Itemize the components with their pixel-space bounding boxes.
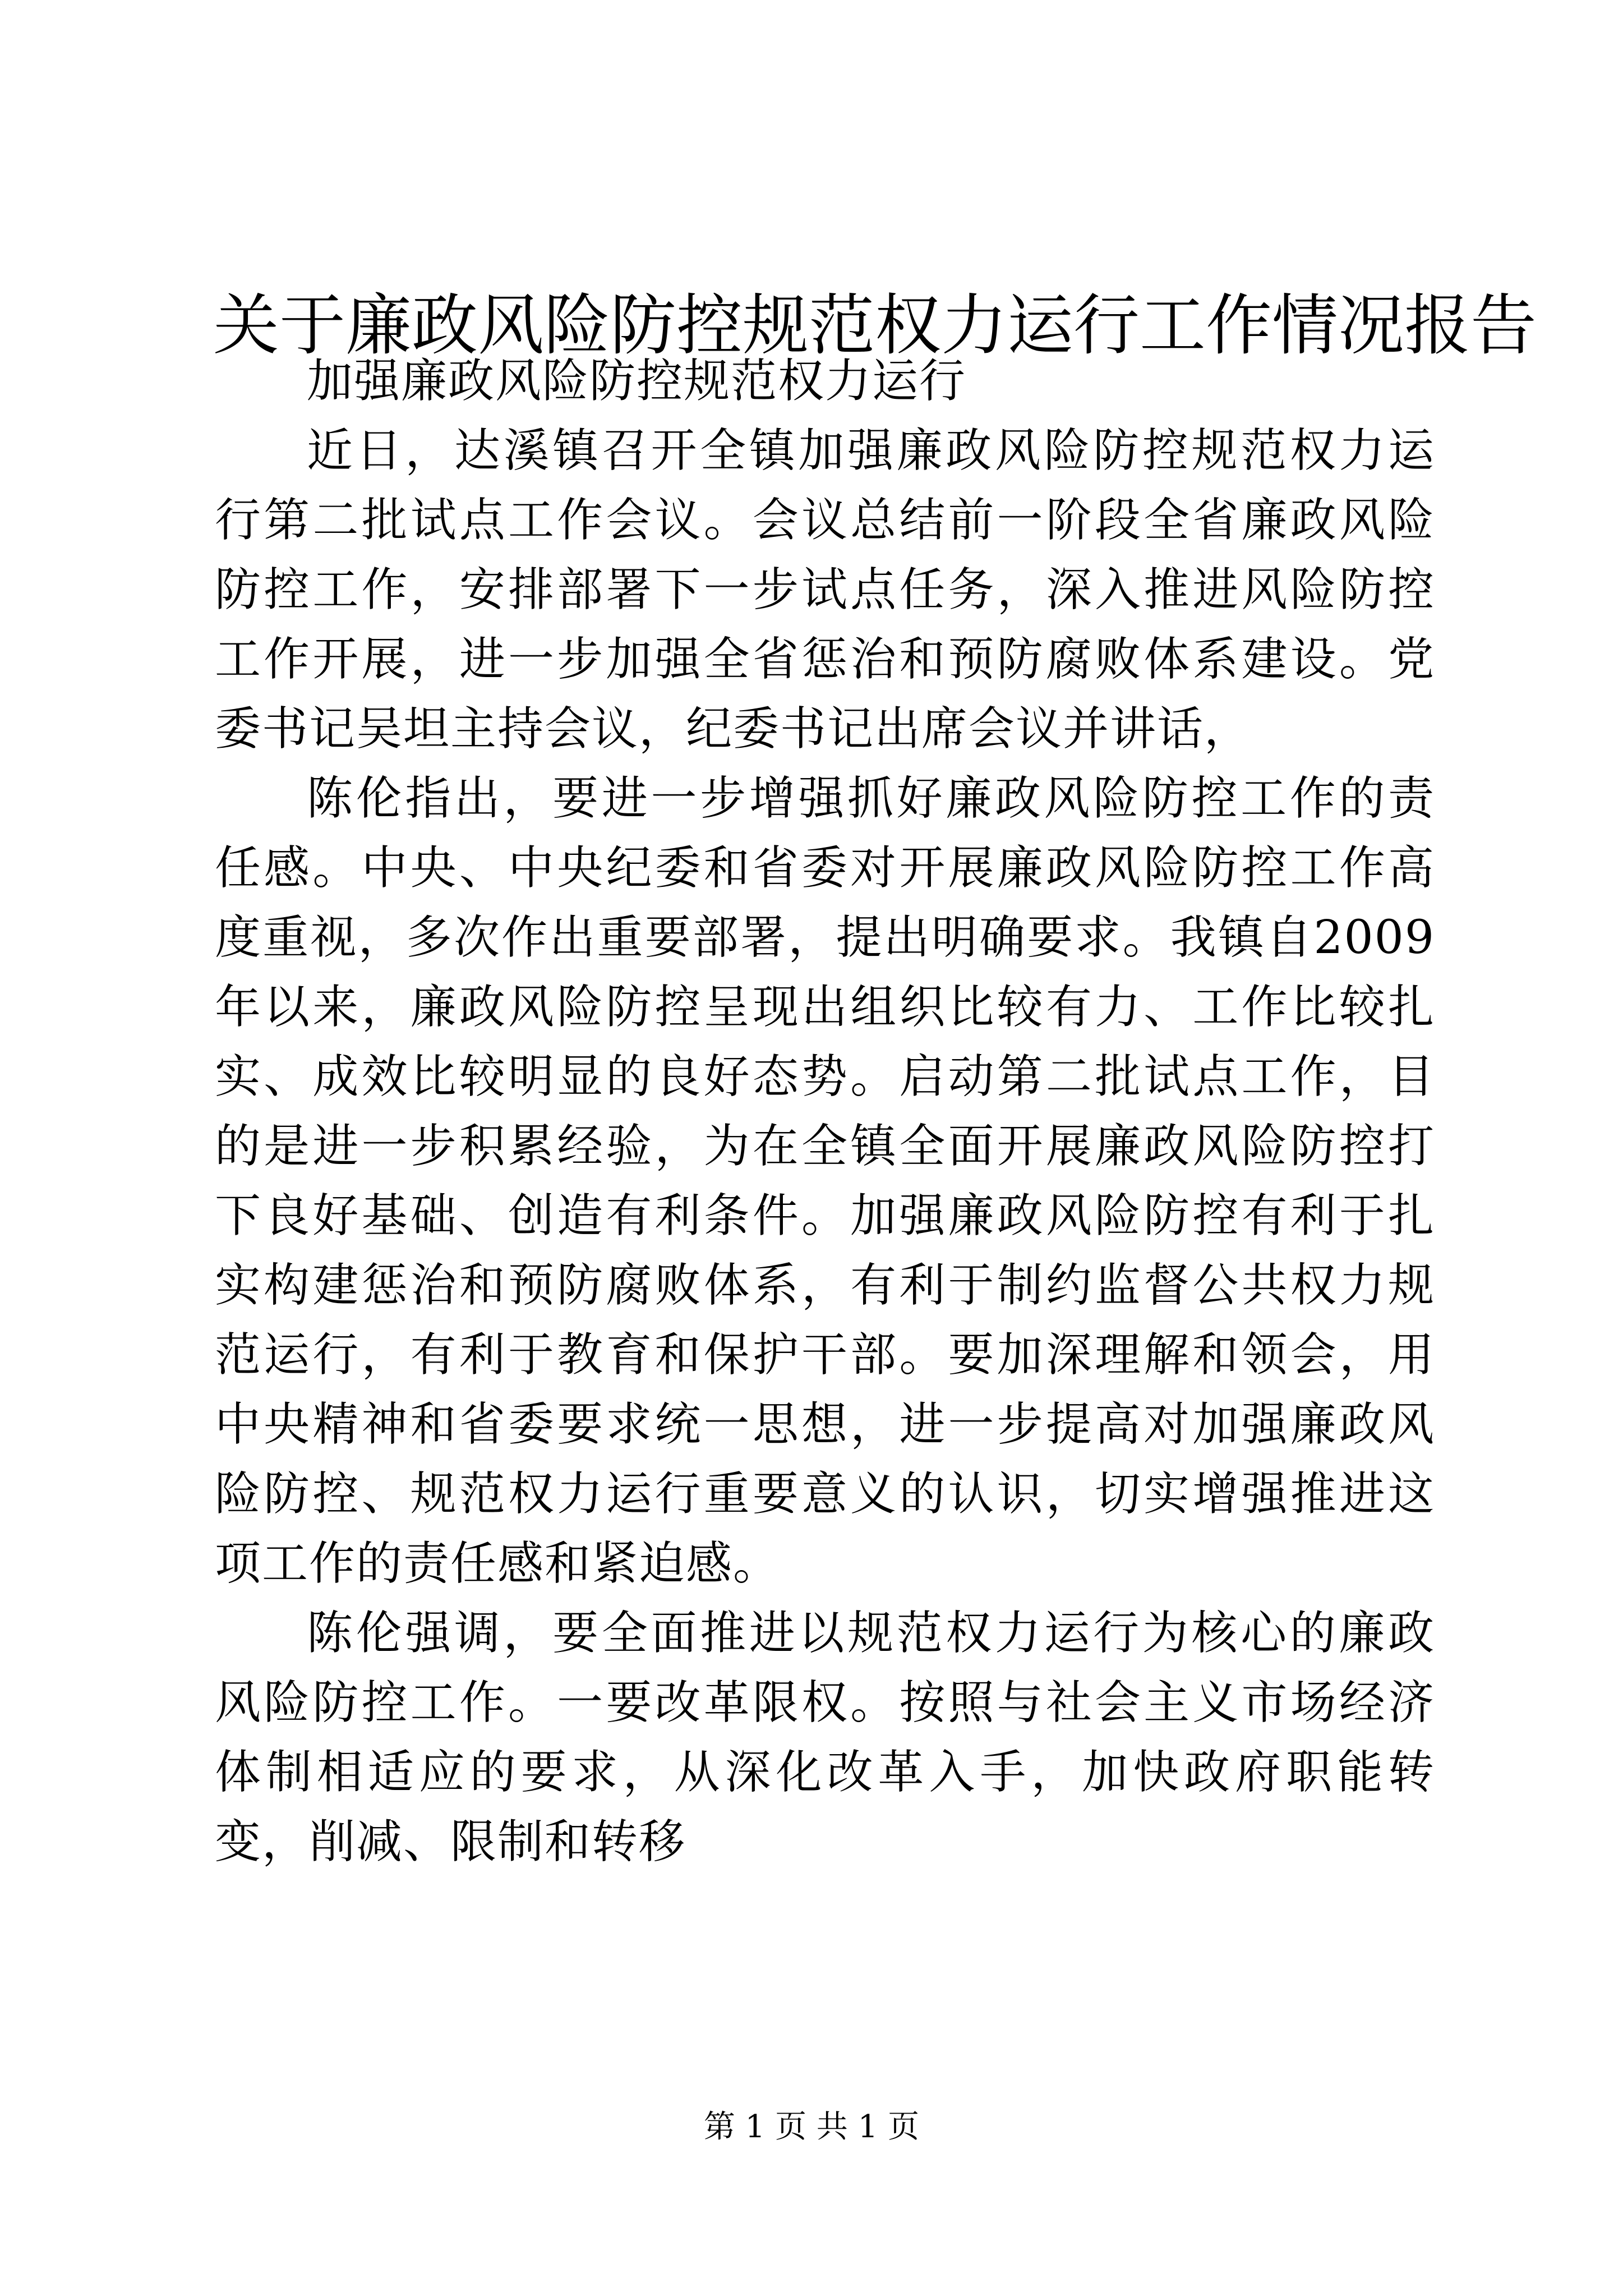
document-subtitle: 加强廉政风险防控规范权力运行 <box>307 355 967 408</box>
paragraph-3: 陈伦强调，要全面推进以规范权力运行为核心的廉政风险防控工作。一要改革限权。按照与社会主义市场经济体制相适应的要求，从深化改革入手，加快政府职能转变，削减、限制和转移 <box>215 1607 1435 1869</box>
paragraph-2: 陈伦指出，要进一步增强抓好廉政风险防控工作的责任感。中央、中央纪委和省委对开展廉政风险防控工作高度重视，多次作出重要部署，提出明确要求。我镇自2009年以来，廉政风险防控呈现出组织比较有力、工作比较扎实、成效比较明显的良好态势。启动第二批试点工作，目的是进一步积累经验，为在全镇全面开展廉政风险防控打下良好基础、创造有利条件。加强廉政风险防控有利于扎实构建惩治和预防腐败体系，有利于制约监督公共权力规范运行，有利于教育和保护干部。要加深理解和领会，用中央精神和省委要求统一思想，进一步提高对加强廉政风险防控、规范权力运行重要意义的认识，切实增强推进这项工作的责任感和紧迫感。 <box>215 772 1435 1590</box>
paragraph-1: 近日，达溪镇召开全镇加强廉政风险防控规范权力运行第二批试点工作会议。会议总结前一阶段全省廉政风险防控工作，安排部署下一步试点任务，深入推进风险防控工作开展，进一步加强全省惩治和预防腐败体系建设。党委书记吴坦主持会议，纪委书记出席会议并讲话， <box>215 424 1435 756</box>
page-title: 关于廉政风险防控规范权力运行工作情况报告 <box>213 287 1537 364</box>
page-footer: 第 1 页 共 1 页 <box>703 2109 920 2145</box>
document-body <box>215 347 1435 1877</box>
